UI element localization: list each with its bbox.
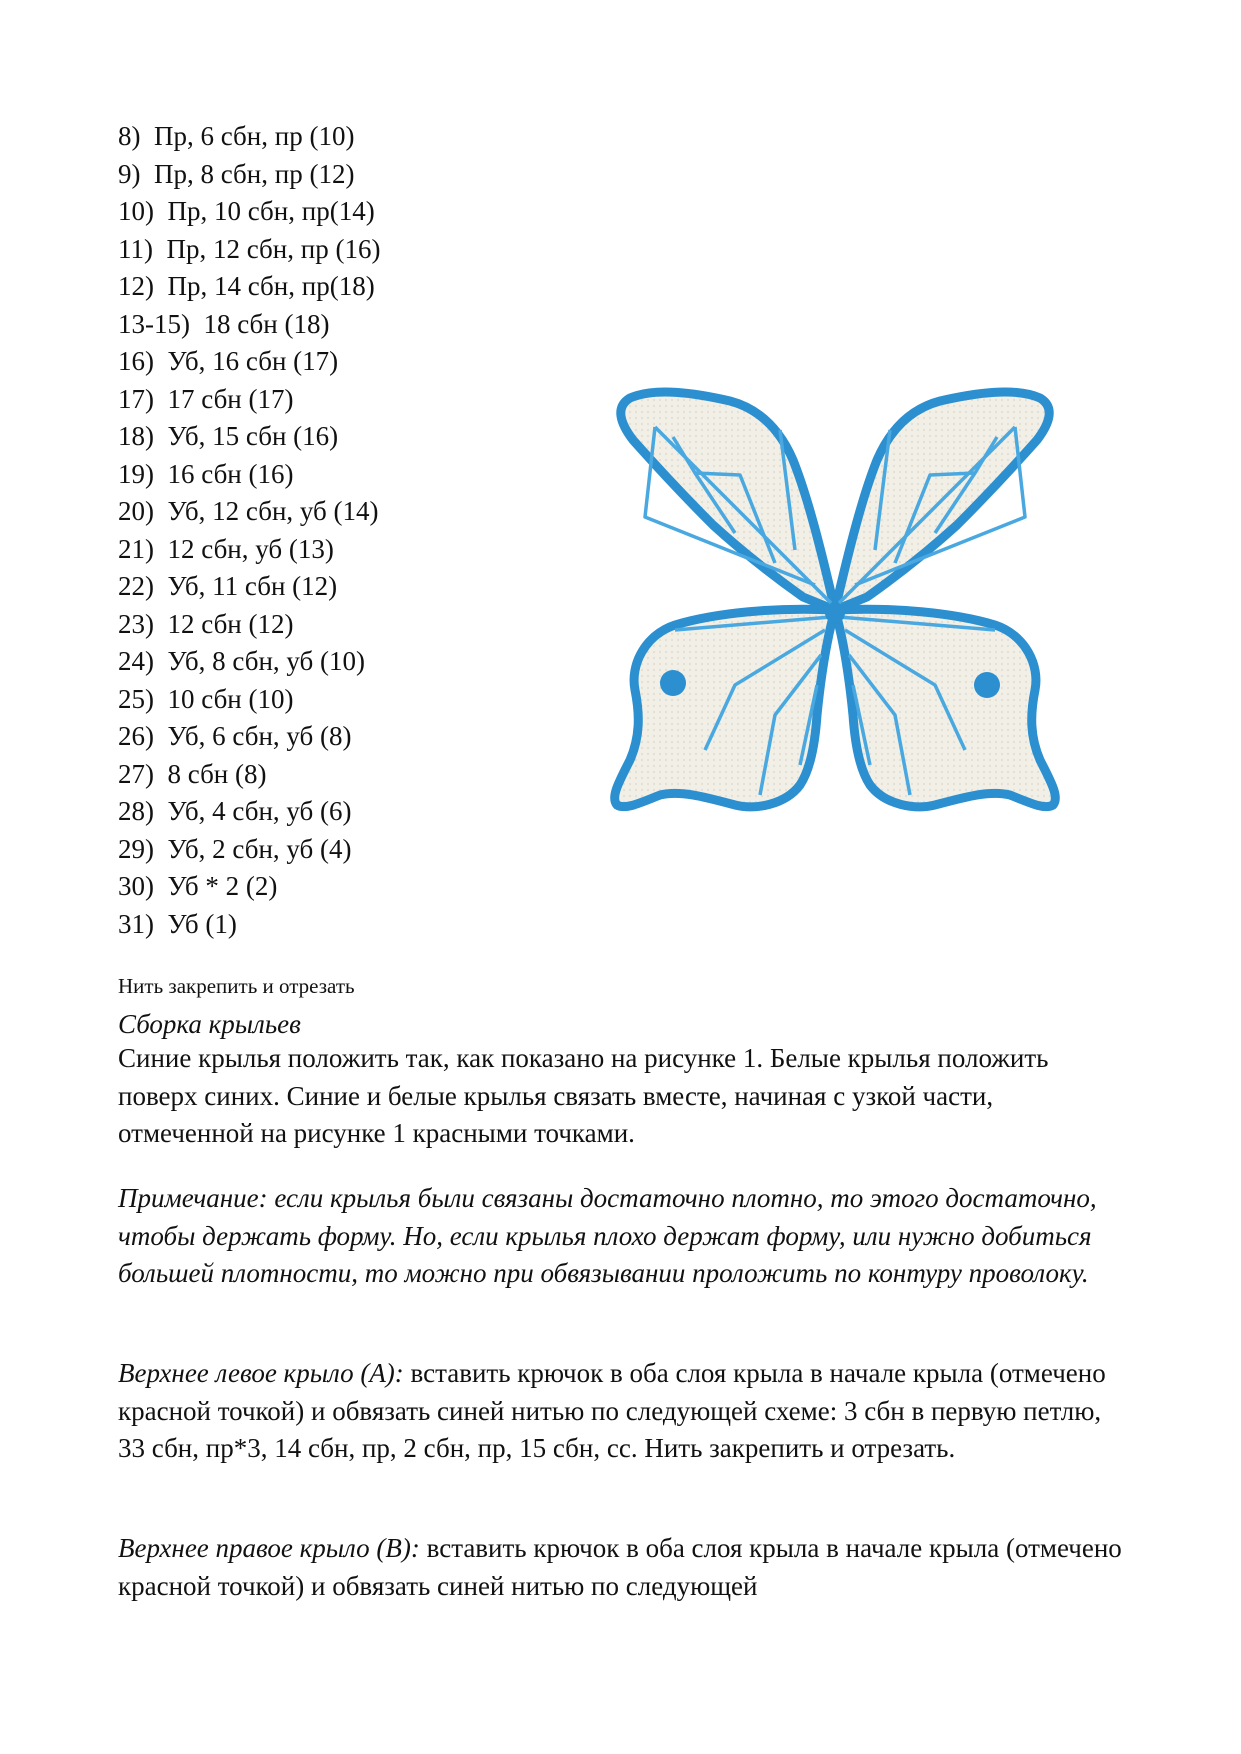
finish-note: Нить закрепить и отрезать: [118, 974, 355, 998]
row-text: Уб * 2 (2): [167, 871, 278, 901]
row-item: [118, 568, 380, 606]
row-item: [118, 118, 380, 156]
row-number: 9): [118, 158, 141, 189]
row-item: [118, 306, 380, 344]
row-item: [118, 456, 380, 494]
row-item: [118, 643, 380, 681]
row-text: Пр, 8 сбн, пр (12): [154, 158, 355, 189]
row-text: Уб, 2 сбн, уб (4): [167, 833, 352, 864]
row-item: [118, 793, 380, 831]
row-text: Уб, 16 сбн (17): [167, 346, 339, 376]
row-text: Пр, 10 сбн, пр(14): [167, 196, 375, 226]
row-text: Пр, 6 сбн, пр (10): [154, 121, 355, 151]
row-number: 10): [118, 196, 154, 226]
wing-a-paragraph: [118, 1355, 1128, 1468]
wing-a-text: вставить крючок в оба слоя крыла в начале крыла (отмечено красной точкой) и обвязать синей нитью по следующей схеме: 3 сбн в первую петлю, 33 сбн, пр*3, 14 сбн, пр, 2 сбн, пр, 15 сбн, сс. Нить закрепить и отрезать.: [118, 1358, 1106, 1463]
row-text: Пр, 12 сбн, пр (16): [166, 233, 381, 264]
body-center: [825, 603, 845, 623]
row-number: 11): [118, 233, 153, 264]
row-item: [118, 831, 380, 869]
right-spot: [974, 672, 1000, 698]
row-number: 13-15): [118, 308, 190, 339]
row-text: 18 сбн (18): [203, 308, 330, 339]
wing-b-text: вставить крючок в оба слоя крыла в начале крыла (отмечено красной точкой) и обвязать синей нитью по следующей: [118, 1533, 1122, 1601]
row-item: [118, 906, 380, 944]
row-text: 10 сбн (10): [167, 683, 294, 714]
row-item: [118, 531, 380, 569]
row-number: 16): [118, 346, 154, 376]
row-number: 8): [118, 121, 141, 151]
row-text: 17 сбн (17): [167, 383, 294, 414]
row-item: [118, 606, 380, 644]
row-text: 8 сбн (8): [167, 758, 267, 789]
row-text: 12 сбн, уб (13): [167, 533, 334, 564]
row-item: [118, 381, 380, 419]
row-item: [118, 868, 380, 906]
row-list: [118, 118, 380, 943]
row-item: [118, 718, 380, 756]
row-item: [118, 156, 380, 194]
row-number: 21): [118, 533, 154, 564]
row-number: 24): [118, 646, 154, 676]
assembly-text: Синие крылья положить так, как показано на рисунке 1. Белые крылья положить поверх синих. Синие и белые крылья связать вместе, начиная с узкой части, отмеченной на рисунке 1 красными точками.: [118, 1043, 1049, 1148]
row-item: [118, 418, 380, 456]
row-text: Пр, 14 сбн, пр(18): [167, 271, 375, 301]
row-text: Уб, 8 сбн, уб (10): [167, 646, 366, 676]
row-item: [118, 231, 380, 269]
wing-b-paragraph: [118, 1530, 1128, 1605]
wing-a-label: Верхнее левое крыло (А):: [118, 1358, 404, 1388]
row-text: Уб, 12 сбн, уб (14): [167, 496, 379, 526]
row-text: Уб, 6 сбн, уб (8): [167, 721, 352, 751]
row-item: [118, 343, 380, 381]
row-item: [118, 268, 380, 306]
row-number: 20): [118, 496, 154, 526]
remark-text: Примечание: если крылья были связаны достаточно плотно, то этого достаточно, чтобы держать форму. Но, если крылья плохо держат форму, или нужно добиться большей плотности, то можно при обвязывании проложить по контуру проволоку.: [118, 1183, 1097, 1288]
row-number: 27): [118, 758, 154, 789]
row-item: [118, 681, 380, 719]
row-text: Уб, 4 сбн, уб (6): [167, 796, 352, 826]
row-number: 29): [118, 833, 154, 864]
butterfly-illustration: [585, 385, 1085, 850]
row-item: [118, 756, 380, 794]
row-text: 16 сбн (16): [167, 458, 294, 489]
row-text: Уб, 15 сбн (16): [167, 421, 339, 451]
row-text: Уб (1): [167, 908, 237, 939]
row-number: 26): [118, 721, 154, 751]
row-item: [118, 193, 380, 231]
row-number: 31): [118, 908, 154, 939]
row-number: 23): [118, 608, 154, 639]
row-number: 30): [118, 871, 154, 901]
row-number: 17): [118, 383, 154, 414]
row-number: 22): [118, 571, 154, 601]
row-number: 28): [118, 796, 154, 826]
row-number: 18): [118, 421, 154, 451]
row-item: [118, 493, 380, 531]
row-number: 25): [118, 683, 154, 714]
wing-b-label: Верхнее правое крыло (В):: [118, 1533, 420, 1563]
assembly-title: Сборка крыльев: [118, 1009, 301, 1039]
row-text: 12 сбн (12): [167, 608, 294, 639]
left-spot: [660, 670, 686, 696]
row-text: Уб, 11 сбн (12): [167, 571, 338, 601]
row-number: 19): [118, 458, 154, 489]
row-number: 12): [118, 271, 154, 301]
